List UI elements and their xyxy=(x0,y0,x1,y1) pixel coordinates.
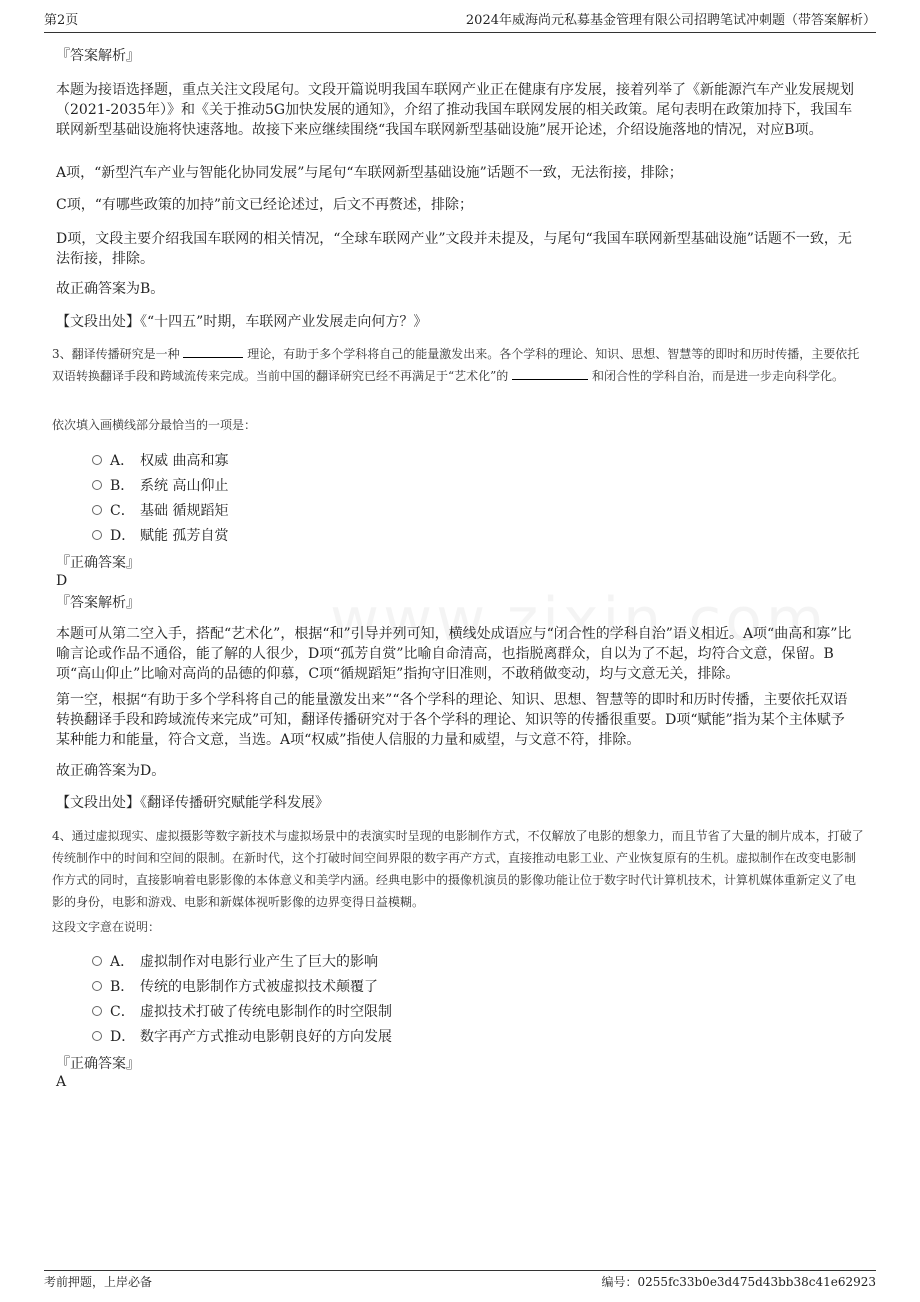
q3-analysis-p2: 第一空，根据“有助于多个学科将自己的能量激发出来”“各个学科的理论、知识、思想、智慧等的即时和历时传播，主要依托双语转换翻译手段和跨域流传来完成”可知，翻译传播研究对于各个学科的理论、知识等的传播很重要。D项“赋能”指为某个主体赋予某种能力和能量，符合文意，当选。A项“权威”指使人信服的力量和威望，与文意不符，排除。 xyxy=(56,692,848,748)
radio-icon[interactable] xyxy=(92,981,102,991)
q4-answer: A xyxy=(56,1074,67,1090)
radio-icon[interactable] xyxy=(92,530,102,540)
q2-analysis-p1: 本题为接语选择题，重点关注文段尾句。文段开篇说明我国车联网产业正在健康有序发展，接着列举了《新能源汽车产业发展规划（2021-2035年）》和《关于推动5G加快发展的通知》，介绍了推动我国车联网发展的相关政策。尾句表明在政策加持下，我国车联网新型基础设施将快速落地。故接下来应继续围绕“我国车联网新型基础设施”展开论述，介绍设施落地的情况，对应B项。 xyxy=(56,82,854,138)
page-number: 第2页 xyxy=(44,13,79,28)
q4-option-a[interactable]: A． 虚拟制作对电影行业产生了巨大的影响 xyxy=(92,952,378,972)
q4-option-d[interactable]: D． 数字再产方式推动电影朝良好的方向发展 xyxy=(92,1027,392,1047)
q3-prompt: 依次填入画横线部分最恰当的一项是： xyxy=(52,418,257,432)
q3-blank-1 xyxy=(183,343,243,358)
radio-icon[interactable] xyxy=(92,956,102,966)
q3-stem-part1: 3、翻译传播研究是一种 xyxy=(52,347,180,361)
radio-icon[interactable] xyxy=(92,505,102,515)
document-id: 编号：0255fc33b0e3d475d43bb38c41e62923 xyxy=(601,1275,876,1289)
radio-icon[interactable] xyxy=(92,455,102,465)
q3-analysis-p1: 本题可从第二空入手，搭配“艺术化”，根据“和”引导并列可知，横线处成语应与“闭合性的学科自治”语义相近。A项“曲高和寡”比喻言论或作品不通俗，能了解的人很少，D项“孤芳自赏”比喻自命清高，也指脱离群众，自以为了不起，均符合文意，保留。B项“高山仰止”比喻对高尚的品德的仰慕，C项“循规蹈矩”指拘守旧准则，不敢稍做变动，均与文意无关，排除。 xyxy=(56,626,852,682)
q3-option-c[interactable]: C． 基础 循规蹈矩 xyxy=(92,501,228,521)
q3-analysis-label: 『答案解析』 xyxy=(56,595,140,611)
q4-prompt: 这段文字意在说明： xyxy=(52,920,161,934)
q3-stem xyxy=(52,343,864,387)
q2-source: 【文段出处】《“十四五”时期，车联网产业发展走向何方？》 xyxy=(56,314,428,330)
q2-conclusion: 故正确答案为B。 xyxy=(56,281,165,297)
q3-blank-2 xyxy=(512,365,588,380)
q2-analysis-p4: D项，文段主要介绍我国车联网的相关情况，“全球车联网产业”文段并未提及，与尾句“我国车联网新型基础设施”话题不一致，无法衔接，排除。 xyxy=(56,231,852,267)
q3-option-b[interactable]: B． 系统 高山仰止 xyxy=(92,476,228,496)
q3-stem-part2: 理论，有助于多个学科将自己的能量激发出来。各个学科的理论、知识、思想、智慧等的即时和历时传播，主要依托双语转换翻译手段和跨域流传来完成。当前中国的翻译研究已经不再满足于“艺术化”的 xyxy=(52,347,860,383)
q4-answer-label: 『正确答案』 xyxy=(56,1056,140,1072)
q4-stem: 4、通过虚拟现实、虚拟摄影等数字新技术与虚拟场景中的表演实时呈现的电影制作方式，不仅解放了电影的想象力，而且节省了大量的制片成本，打破了传统制作中的时间和空间的限制。在新时代，这个打破时间空间界限的数字再产方式，直接推动电影工业、产业恢复原有的生机。虚拟制作在改变电影制作方式的同时，直接影响着电影影像的本体意义和美学内涵。经典电影中的摄像机演员的影像功能让位于数字时代计算机技术，计算机媒体重新定义了电影的身份，电影和游戏、电影和新媒体视听影像的边界变得日益模糊。 xyxy=(52,829,864,909)
document-title: 2024年威海尚元私募基金管理有限公司招聘笔试冲刺题（带答案解析） xyxy=(465,13,876,28)
page-header xyxy=(44,12,876,33)
q2-analysis-p3: C项，“有哪些政策的加持”前文已经论述过，后文不再赘述，排除； xyxy=(56,197,474,213)
q3-answer: D xyxy=(56,573,68,589)
q3-option-d[interactable]: D． 赋能 孤芳自赏 xyxy=(92,526,228,546)
q4-option-c[interactable]: C． 虚拟技术打破了传统电影制作的时空限制 xyxy=(92,1002,392,1022)
page-footer xyxy=(44,1270,876,1293)
q3-option-a[interactable]: A． 权威 曲高和寡 xyxy=(92,451,228,471)
radio-icon[interactable] xyxy=(92,480,102,490)
q4-option-b[interactable]: B． 传统的电影制作方式被虚拟技术颠覆了 xyxy=(92,977,378,997)
radio-icon[interactable] xyxy=(92,1006,102,1016)
q3-conclusion: 故正确答案为D。 xyxy=(56,763,166,779)
radio-icon[interactable] xyxy=(92,1031,102,1041)
q3-stem-part3: 和闭合性的学科自治，而是进一步走向科学化。 xyxy=(591,369,844,383)
footer-slogan: 考前押题，上岸必备 xyxy=(44,1275,153,1289)
q2-analysis-label: 『答案解析』 xyxy=(56,48,140,64)
q2-analysis-p2: A项，“新型汽车产业与智能化协同发展”与尾句“车联网新型基础设施”话题不一致，无法衔接，排除； xyxy=(56,165,683,181)
q3-source: 【文段出处】《翻译传播研究赋能学科发展》 xyxy=(56,795,329,811)
q3-answer-label: 『正确答案』 xyxy=(56,555,140,571)
